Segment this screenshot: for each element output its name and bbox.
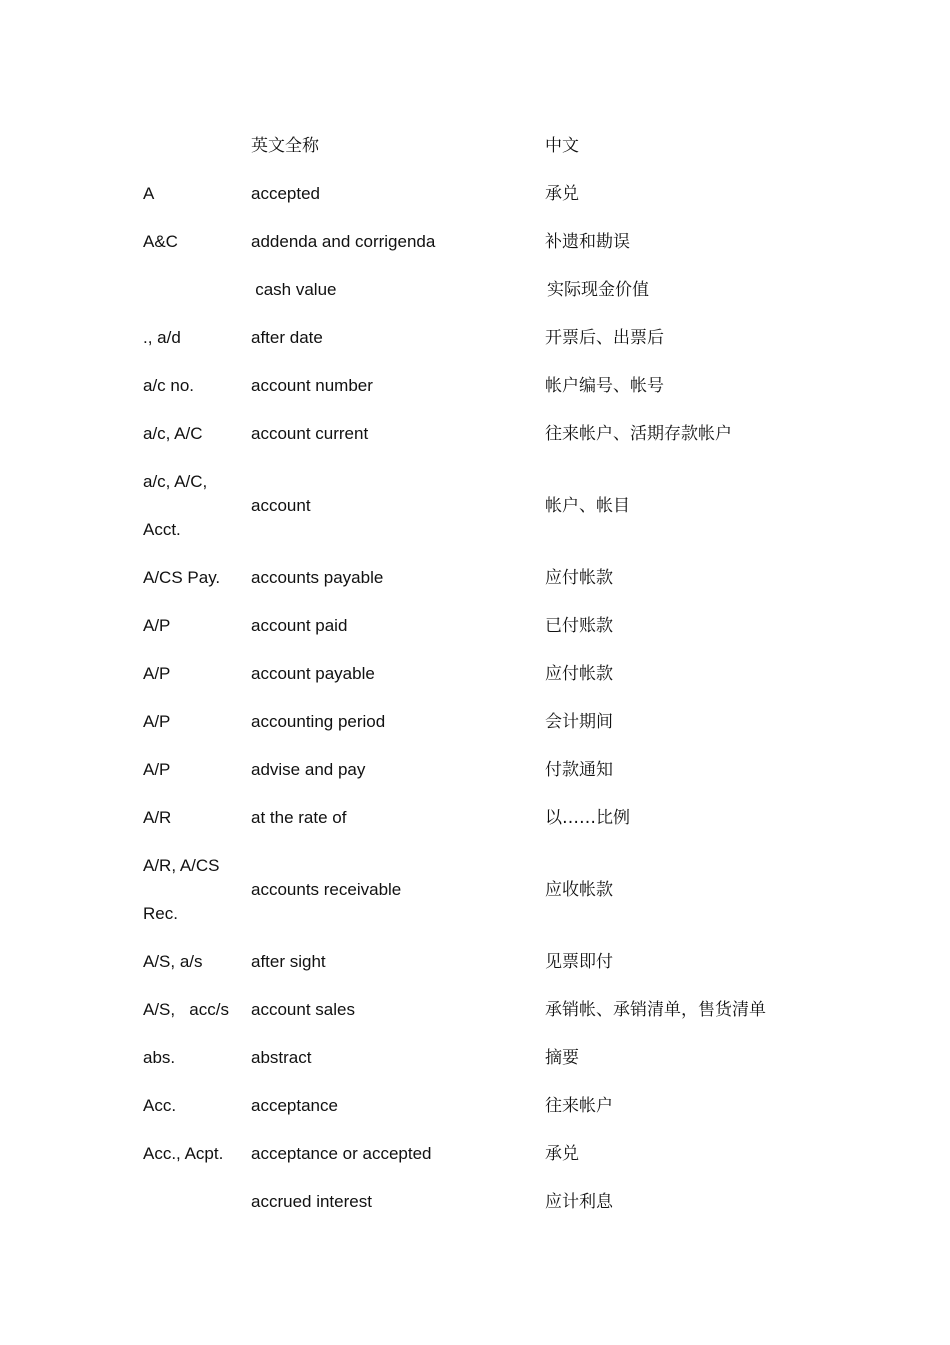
chinese-term: 摘要 [545, 1048, 579, 1068]
abbreviation [143, 458, 251, 554]
abbreviation: A/CS Pay. [143, 568, 221, 587]
english-term: accounts payable [251, 568, 384, 587]
chinese-term: 补遗和勘误 [545, 232, 630, 252]
abbreviation: A [143, 184, 155, 203]
table-row [143, 458, 823, 554]
english-term: account current [251, 424, 369, 443]
chinese-term: 应计利息 [545, 1192, 613, 1212]
chinese-term: 见票即付 [545, 952, 613, 972]
table-row [143, 938, 823, 986]
chinese-term: 付款通知 [545, 760, 613, 780]
table-row [143, 554, 823, 602]
chinese-term: 实际现金价值 [547, 280, 650, 300]
chinese-term: 以……比例 [545, 808, 630, 828]
abbreviation-line-1: a/c, A/C, [143, 472, 208, 491]
english-term: abstract [251, 1048, 312, 1067]
english-term: account number [251, 376, 373, 395]
table-row [143, 1034, 823, 1082]
chinese-term: 承兑 [545, 1144, 579, 1164]
table-row [143, 410, 823, 458]
abbreviation [143, 842, 251, 938]
chinese-term: 应收帐款 [545, 880, 613, 900]
abbreviation: A/P [143, 760, 171, 779]
header-english: 英文全称 [251, 136, 319, 156]
abbreviation: A/R [143, 808, 172, 827]
abbreviation-line-1: A/R, A/CS [143, 856, 220, 875]
abbreviation: a/c no. [143, 376, 195, 395]
abbreviation: A/P [143, 712, 171, 731]
table-row [143, 698, 823, 746]
abbreviation: ., a/d [143, 328, 181, 347]
abbreviation: abs. [143, 1048, 176, 1067]
table-row [143, 362, 823, 410]
english-term: advise and pay [251, 760, 366, 779]
table-row [143, 842, 823, 938]
chinese-term: 承销帐、承销清单，售货清单 [545, 1000, 766, 1020]
table-row [143, 314, 823, 362]
table-row [143, 218, 823, 266]
abbreviation: A/P [143, 616, 171, 635]
abbreviation: A/S, a/s [143, 952, 203, 971]
abbreviation: A/P [143, 664, 171, 683]
chinese-term: 帐户、帐目 [545, 496, 630, 516]
chinese-term: 应付帐款 [545, 568, 613, 588]
english-term: accounts receivable [251, 880, 402, 899]
table-row [143, 1082, 823, 1130]
table-row [143, 170, 823, 218]
table-row [143, 1130, 823, 1178]
abbreviation-line-2: Rec. [143, 904, 178, 923]
english-term: account sales [251, 1000, 355, 1019]
glossary-table [143, 122, 823, 1226]
table-row [143, 1178, 823, 1226]
table-row [143, 746, 823, 794]
chinese-term: 会计期间 [545, 712, 613, 732]
chinese-term: 往来帐户、活期存款帐户 [545, 424, 732, 444]
english-term: at the rate of [251, 808, 347, 827]
header-chinese: 中文 [545, 136, 579, 156]
english-term: account [251, 496, 311, 515]
chinese-term: 承兑 [545, 184, 579, 204]
table-header [143, 122, 823, 170]
english-term: after sight [251, 952, 326, 971]
english-term: after date [251, 328, 323, 347]
abbreviation-line-2: Acct. [143, 520, 181, 539]
table-row [143, 266, 823, 314]
table-row [143, 650, 823, 698]
english-term: accounting period [251, 712, 386, 731]
table-row [143, 794, 823, 842]
chinese-term: 帐户编号、帐号 [545, 376, 664, 396]
table-row [143, 602, 823, 650]
english-term: cash value [255, 280, 337, 299]
english-term: acceptance [251, 1096, 338, 1115]
english-term: accepted [251, 184, 320, 203]
chinese-term: 应付帐款 [545, 664, 613, 684]
english-term: account payable [251, 664, 375, 683]
english-term: account paid [251, 616, 348, 635]
abbreviation: Acc. [143, 1096, 177, 1115]
abbreviation: A/S, acc/s [143, 1000, 229, 1019]
abbreviation: Acc., Acpt. [143, 1144, 224, 1163]
table-row [143, 986, 823, 1034]
english-term: accrued interest [251, 1192, 372, 1211]
chinese-term: 已付账款 [545, 616, 613, 636]
abbreviation: A&C [143, 232, 178, 251]
abbreviation: a/c, A/C [143, 424, 203, 443]
english-term: acceptance or accepted [251, 1144, 432, 1163]
chinese-term: 开票后、出票后 [545, 328, 664, 348]
chinese-term: 往来帐户 [545, 1096, 613, 1116]
english-term: addenda and corrigenda [251, 232, 436, 251]
